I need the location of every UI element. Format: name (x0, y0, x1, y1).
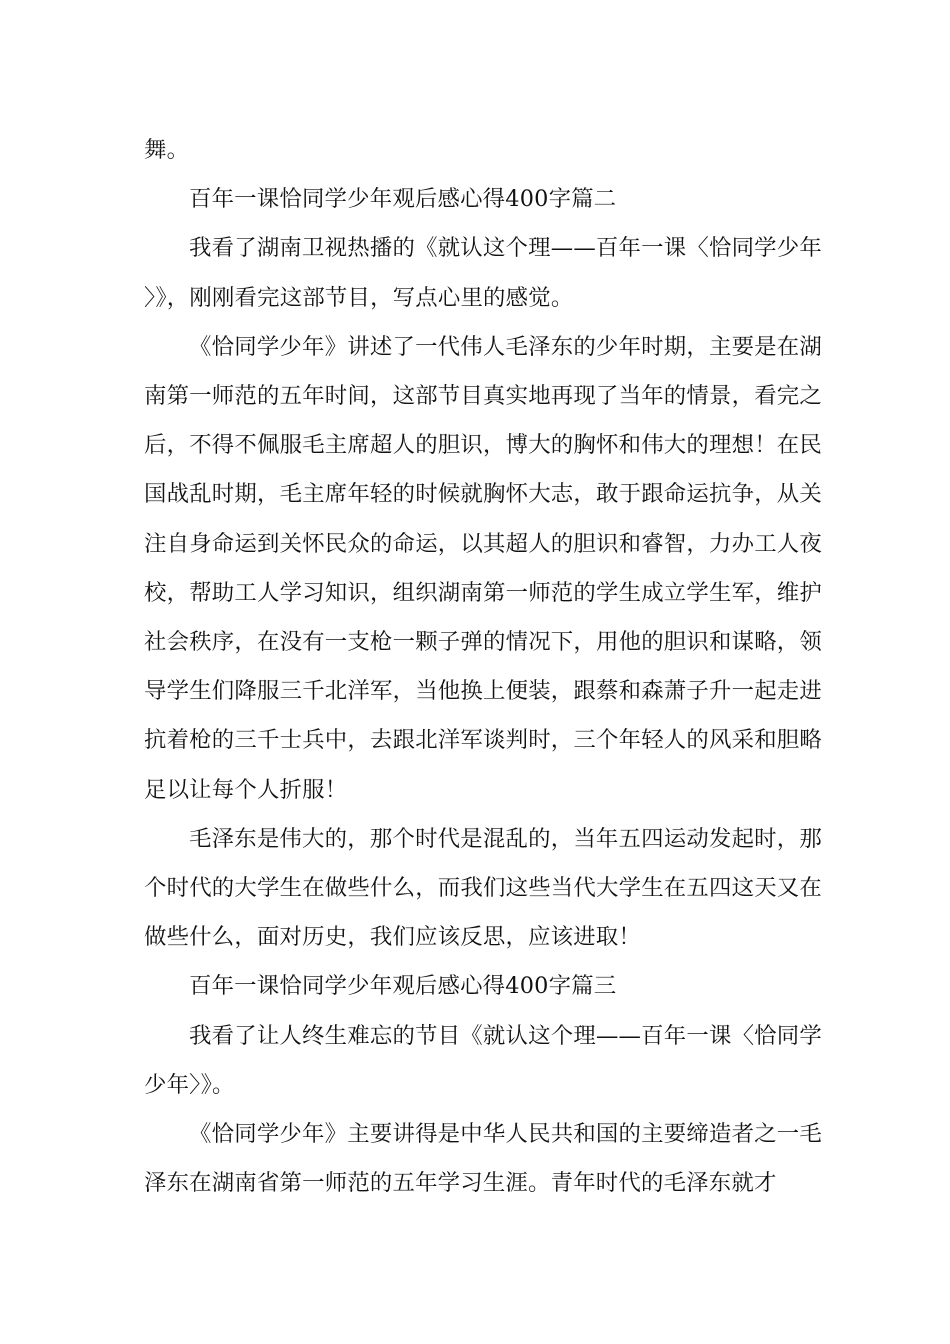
paragraph-intro-part-three: 我看了让人终生难忘的节目《就认这个理——百年一课〈恰同学少年〉》。 (144, 1022, 822, 1098)
paragraph-story-summary: 《恰同学少年》讲述了一代伟人毛泽东的少年时期，主要是在湖南第一师范的五年时间，这部节目真实地再现了当年的情景，看完之后，不得不佩服毛主席超人的胆识，博大的胸怀和伟大的理想！在民国战乱时期，毛主席年轻的时候就胸怀大志，敢于跟命运抗争，从关注自身命运到关怀民众的命运，以其超人的胆识和睿智，力办工人夜校，帮助工人学习知识，组织湖南第一师范的学生成立学生军，维护社会秩序，在没有一支枪一颗子弹的情况下，用他的胆识和谋略，领导学生们降服三千北洋军，当他换上便装，跟蔡和森萧子升一起走进抗着枪的三千士兵中，去跟北洋军谈判时，三个年轻人的风采和胆略足以让每个人折服！ (144, 333, 822, 803)
document-body (144, 126, 822, 1208)
paragraph-main-content: 《恰同学少年》主要讲得是中华人民共和国的主要缔造者之一毛泽东在湖南省第一师范的五年学习生涯。青年时代的毛泽东就才 (144, 1121, 822, 1197)
paragraph-continuation: 舞。 (144, 137, 190, 163)
paragraph-reflection: 毛泽东是伟大的，那个时代是混乱的，当年五四运动发起时，那个时代的大学生在做些什么，而我们这些当代大学生在五四这天又在做些什么，面对历史，我们应该反思，应该进取！ (144, 825, 822, 951)
section-heading-part-three: 百年一课恰同学少年观后感心得400字篇三 (189, 973, 617, 1000)
section-heading-part-two: 百年一课恰同学少年观后感心得400字篇二 (189, 186, 617, 213)
paragraph-intro-part-two: 我看了湖南卫视热播的《就认这个理——百年一课〈恰同学少年〉》，刚刚看完这部节目，写点心里的感觉。 (144, 235, 822, 311)
